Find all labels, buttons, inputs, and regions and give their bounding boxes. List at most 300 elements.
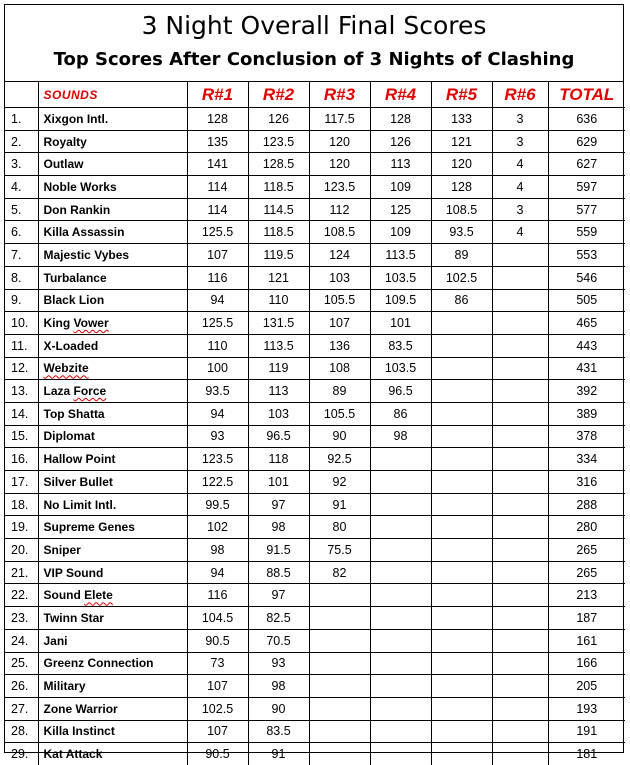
sound-name-cell: Greenz Connection xyxy=(38,652,187,675)
r2-cell: 88.5 xyxy=(248,561,309,584)
sound-name-cell: Laza Force xyxy=(38,380,187,403)
r3-cell: 92.5 xyxy=(309,448,370,471)
r1-cell: 93.5 xyxy=(187,380,248,403)
table-row xyxy=(5,221,625,244)
table-row xyxy=(5,607,625,630)
sound-name-cell: Killa Assassin xyxy=(38,221,187,244)
r3-cell: 120 xyxy=(309,153,370,176)
r1-cell: 94 xyxy=(187,561,248,584)
r3-cell: 108.5 xyxy=(309,221,370,244)
page-title: 3 Night Overall Final Scores xyxy=(141,11,487,40)
r5-cell xyxy=(431,380,492,403)
r5-cell xyxy=(431,425,492,448)
column-header: R#3 xyxy=(309,82,370,108)
r6-cell xyxy=(492,425,548,448)
r5-cell: 108.5 xyxy=(431,198,492,221)
r4-cell: 128 xyxy=(370,108,431,131)
r2-cell: 82.5 xyxy=(248,607,309,630)
r5-cell: 120 xyxy=(431,153,492,176)
r4-cell: 101 xyxy=(370,312,431,335)
r3-cell: 103 xyxy=(309,266,370,289)
r6-cell xyxy=(492,471,548,494)
rank-cell: 26. xyxy=(5,675,38,698)
r1-cell: 102 xyxy=(187,516,248,539)
r4-cell: 103.5 xyxy=(370,266,431,289)
table-row xyxy=(5,448,625,471)
r6-cell xyxy=(492,720,548,743)
r6-cell xyxy=(492,402,548,425)
r5-cell: 102.5 xyxy=(431,266,492,289)
total-cell: 559 xyxy=(548,221,625,244)
r4-cell xyxy=(370,652,431,675)
table-row xyxy=(5,516,625,539)
total-cell: 636 xyxy=(548,108,625,131)
r6-cell xyxy=(492,312,548,335)
table-row xyxy=(5,561,625,584)
r6-cell xyxy=(492,675,548,698)
r3-cell xyxy=(309,629,370,652)
r6-cell xyxy=(492,289,548,312)
r2-cell: 91.5 xyxy=(248,539,309,562)
r1-cell: 98 xyxy=(187,539,248,562)
r3-cell: 105.5 xyxy=(309,289,370,312)
sound-name-cell: Sound Elete xyxy=(38,584,187,607)
r5-cell xyxy=(431,402,492,425)
r3-cell xyxy=(309,584,370,607)
r2-cell: 113.5 xyxy=(248,334,309,357)
rank-cell: 12. xyxy=(5,357,38,380)
table-row xyxy=(5,108,625,131)
total-cell: 191 xyxy=(548,720,625,743)
rank-cell: 5. xyxy=(5,198,38,221)
r3-cell: 108 xyxy=(309,357,370,380)
r5-cell: 133 xyxy=(431,108,492,131)
r1-cell: 102.5 xyxy=(187,697,248,720)
sound-name-cell: Sniper xyxy=(38,539,187,562)
r3-cell: 120 xyxy=(309,130,370,153)
total-cell: 166 xyxy=(548,652,625,675)
r5-cell xyxy=(431,697,492,720)
r3-cell xyxy=(309,720,370,743)
r3-cell xyxy=(309,607,370,630)
r1-cell: 104.5 xyxy=(187,607,248,630)
r1-cell: 73 xyxy=(187,652,248,675)
r1-cell: 114 xyxy=(187,176,248,199)
r4-cell xyxy=(370,493,431,516)
score-sheet xyxy=(4,4,624,762)
rank-cell: 6. xyxy=(5,221,38,244)
column-header: R#5 xyxy=(431,82,492,108)
sound-name-cell: Webzite xyxy=(38,357,187,380)
sound-name-cell: Outlaw xyxy=(38,153,187,176)
r1-cell: 116 xyxy=(187,584,248,607)
r2-cell: 98 xyxy=(248,516,309,539)
r4-cell xyxy=(370,516,431,539)
r2-cell: 119.5 xyxy=(248,244,309,267)
r2-cell: 121 xyxy=(248,266,309,289)
r5-cell xyxy=(431,607,492,630)
total-cell: 389 xyxy=(548,402,625,425)
sound-name-cell: VIP Sound xyxy=(38,561,187,584)
r4-cell: 113 xyxy=(370,153,431,176)
rank-cell: 22. xyxy=(5,584,38,607)
r5-cell xyxy=(431,493,492,516)
rank-cell: 25. xyxy=(5,652,38,675)
r4-cell: 109 xyxy=(370,221,431,244)
r4-cell xyxy=(370,607,431,630)
r5-cell xyxy=(431,629,492,652)
r5-cell xyxy=(431,584,492,607)
r2-cell: 113 xyxy=(248,380,309,403)
r1-cell: 116 xyxy=(187,266,248,289)
r1-cell: 99.5 xyxy=(187,493,248,516)
scores-table xyxy=(5,82,625,765)
rank-cell: 29. xyxy=(5,743,38,765)
table-header-row xyxy=(5,82,625,108)
sound-name-cell: King Vower xyxy=(38,312,187,335)
r6-cell xyxy=(492,697,548,720)
r1-cell: 107 xyxy=(187,675,248,698)
r5-cell xyxy=(431,516,492,539)
r6-cell xyxy=(492,743,548,765)
r3-cell: 82 xyxy=(309,561,370,584)
rank-cell: 23. xyxy=(5,607,38,630)
table-row xyxy=(5,539,625,562)
r1-cell: 123.5 xyxy=(187,448,248,471)
table-row xyxy=(5,697,625,720)
column-header: R#6 xyxy=(492,82,548,108)
r2-cell: 118.5 xyxy=(248,176,309,199)
total-cell: 334 xyxy=(548,448,625,471)
rank-cell: 4. xyxy=(5,176,38,199)
table-row xyxy=(5,402,625,425)
r4-cell: 103.5 xyxy=(370,357,431,380)
r1-cell: 135 xyxy=(187,130,248,153)
r5-cell xyxy=(431,652,492,675)
r5-cell xyxy=(431,743,492,765)
r5-cell xyxy=(431,357,492,380)
total-cell: 193 xyxy=(548,697,625,720)
total-cell: 505 xyxy=(548,289,625,312)
r1-cell: 125.5 xyxy=(187,221,248,244)
r2-cell: 119 xyxy=(248,357,309,380)
table-row xyxy=(5,425,625,448)
r6-cell xyxy=(492,607,548,630)
rank-cell: 17. xyxy=(5,471,38,494)
r5-cell xyxy=(431,561,492,584)
table-row xyxy=(5,471,625,494)
column-header: R#2 xyxy=(248,82,309,108)
r1-cell: 128 xyxy=(187,108,248,131)
r2-cell: 93 xyxy=(248,652,309,675)
r6-cell xyxy=(492,244,548,267)
r3-cell: 90 xyxy=(309,425,370,448)
table-row xyxy=(5,244,625,267)
table-row xyxy=(5,334,625,357)
rank-cell: 28. xyxy=(5,720,38,743)
r5-cell xyxy=(431,539,492,562)
r2-cell: 70.5 xyxy=(248,629,309,652)
total-cell: 161 xyxy=(548,629,625,652)
sound-name-cell: Diplomat xyxy=(38,425,187,448)
table-row xyxy=(5,493,625,516)
table-row xyxy=(5,720,625,743)
r5-cell: 128 xyxy=(431,176,492,199)
sound-name-cell: Military xyxy=(38,675,187,698)
r4-cell xyxy=(370,561,431,584)
r5-cell: 86 xyxy=(431,289,492,312)
total-cell: 187 xyxy=(548,607,625,630)
sound-name-cell: X-Loaded xyxy=(38,334,187,357)
r6-cell xyxy=(492,561,548,584)
table-row xyxy=(5,312,625,335)
total-cell: 443 xyxy=(548,334,625,357)
r1-cell: 107 xyxy=(187,244,248,267)
sound-name-cell: Twinn Star xyxy=(38,607,187,630)
r6-cell xyxy=(492,448,548,471)
r1-cell: 125.5 xyxy=(187,312,248,335)
title-block xyxy=(5,5,623,82)
r3-cell xyxy=(309,652,370,675)
total-cell: 465 xyxy=(548,312,625,335)
rank-cell: 3. xyxy=(5,153,38,176)
r2-cell: 98 xyxy=(248,675,309,698)
r2-cell: 126 xyxy=(248,108,309,131)
table-row xyxy=(5,675,625,698)
r1-cell: 90.5 xyxy=(187,743,248,765)
total-cell: 597 xyxy=(548,176,625,199)
r5-cell xyxy=(431,448,492,471)
total-cell: 288 xyxy=(548,493,625,516)
rank-cell: 24. xyxy=(5,629,38,652)
sound-name-cell: Silver Bullet xyxy=(38,471,187,494)
sound-name-cell: Kat Attack xyxy=(38,743,187,765)
rank-cell: 1. xyxy=(5,108,38,131)
r4-cell xyxy=(370,539,431,562)
r2-cell: 96.5 xyxy=(248,425,309,448)
rank-cell: 7. xyxy=(5,244,38,267)
total-cell: 316 xyxy=(548,471,625,494)
total-cell: 378 xyxy=(548,425,625,448)
rank-cell: 19. xyxy=(5,516,38,539)
r6-cell xyxy=(492,357,548,380)
r3-cell xyxy=(309,743,370,765)
r3-cell: 91 xyxy=(309,493,370,516)
r6-cell: 3 xyxy=(492,130,548,153)
r6-cell xyxy=(492,629,548,652)
r4-cell: 96.5 xyxy=(370,380,431,403)
total-cell: 265 xyxy=(548,539,625,562)
r6-cell: 3 xyxy=(492,108,548,131)
r2-cell: 118.5 xyxy=(248,221,309,244)
r1-cell: 94 xyxy=(187,289,248,312)
r2-cell: 97 xyxy=(248,493,309,516)
r4-cell: 113.5 xyxy=(370,244,431,267)
r4-cell: 125 xyxy=(370,198,431,221)
r2-cell: 103 xyxy=(248,402,309,425)
sound-name-cell: Black Lion xyxy=(38,289,187,312)
rank-cell: 21. xyxy=(5,561,38,584)
r6-cell xyxy=(492,584,548,607)
rank-cell: 18. xyxy=(5,493,38,516)
r4-cell: 98 xyxy=(370,425,431,448)
r2-cell: 101 xyxy=(248,471,309,494)
r3-cell: 112 xyxy=(309,198,370,221)
r3-cell: 75.5 xyxy=(309,539,370,562)
r6-cell xyxy=(492,334,548,357)
r6-cell xyxy=(492,516,548,539)
rank-cell: 9. xyxy=(5,289,38,312)
sound-name-cell: Hallow Point xyxy=(38,448,187,471)
r2-cell: 123.5 xyxy=(248,130,309,153)
rank-cell: 16. xyxy=(5,448,38,471)
r1-cell: 122.5 xyxy=(187,471,248,494)
r2-cell: 128.5 xyxy=(248,153,309,176)
total-cell: 627 xyxy=(548,153,625,176)
r6-cell: 4 xyxy=(492,153,548,176)
rank-cell: 11. xyxy=(5,334,38,357)
r3-cell: 107 xyxy=(309,312,370,335)
total-cell: 213 xyxy=(548,584,625,607)
r2-cell: 90 xyxy=(248,697,309,720)
total-cell: 546 xyxy=(548,266,625,289)
r4-cell: 109 xyxy=(370,176,431,199)
sound-name-cell: No Limit Intl. xyxy=(38,493,187,516)
column-header: R#4 xyxy=(370,82,431,108)
r2-cell: 83.5 xyxy=(248,720,309,743)
rank-cell: 13. xyxy=(5,380,38,403)
sound-name-cell: Don Rankin xyxy=(38,198,187,221)
r2-cell: 131.5 xyxy=(248,312,309,335)
r5-cell xyxy=(431,675,492,698)
table-row xyxy=(5,289,625,312)
r5-cell: 89 xyxy=(431,244,492,267)
table-row xyxy=(5,652,625,675)
r1-cell: 141 xyxy=(187,153,248,176)
rank-cell: 14. xyxy=(5,402,38,425)
r3-cell xyxy=(309,675,370,698)
r5-cell xyxy=(431,720,492,743)
r4-cell: 86 xyxy=(370,402,431,425)
rank-cell: 10. xyxy=(5,312,38,335)
r5-cell: 121 xyxy=(431,130,492,153)
r4-cell xyxy=(370,471,431,494)
r3-cell: 117.5 xyxy=(309,108,370,131)
r6-cell: 4 xyxy=(492,221,548,244)
r4-cell xyxy=(370,584,431,607)
r2-cell: 110 xyxy=(248,289,309,312)
r4-cell: 109.5 xyxy=(370,289,431,312)
r3-cell: 105.5 xyxy=(309,402,370,425)
r2-cell: 97 xyxy=(248,584,309,607)
sound-name-cell: Turbalance xyxy=(38,266,187,289)
sound-name-cell: Jani xyxy=(38,629,187,652)
rank-cell: 20. xyxy=(5,539,38,562)
rank-cell: 27. xyxy=(5,697,38,720)
r4-cell: 83.5 xyxy=(370,334,431,357)
table-row xyxy=(5,743,625,765)
r1-cell: 110 xyxy=(187,334,248,357)
r4-cell xyxy=(370,629,431,652)
r5-cell xyxy=(431,471,492,494)
table-row xyxy=(5,357,625,380)
table-row xyxy=(5,130,625,153)
r4-cell xyxy=(370,448,431,471)
total-cell: 577 xyxy=(548,198,625,221)
total-cell: 205 xyxy=(548,675,625,698)
sound-name-cell: Top Shatta xyxy=(38,402,187,425)
r5-cell: 93.5 xyxy=(431,221,492,244)
sound-name-cell: Supreme Genes xyxy=(38,516,187,539)
sound-name-cell: Xixgon Intl. xyxy=(38,108,187,131)
column-header: SOUNDS xyxy=(38,82,187,108)
r4-cell: 126 xyxy=(370,130,431,153)
column-header: TOTAL xyxy=(548,82,625,108)
sound-name-cell: Killa Instinct xyxy=(38,720,187,743)
column-header xyxy=(5,82,38,108)
r1-cell: 100 xyxy=(187,357,248,380)
r3-cell: 89 xyxy=(309,380,370,403)
rank-cell: 15. xyxy=(5,425,38,448)
sound-name-cell: Majestic Vybes xyxy=(38,244,187,267)
r2-cell: 114.5 xyxy=(248,198,309,221)
r6-cell xyxy=(492,493,548,516)
sound-name-cell: Zone Warrior xyxy=(38,697,187,720)
r1-cell: 90.5 xyxy=(187,629,248,652)
total-cell: 629 xyxy=(548,130,625,153)
table-row xyxy=(5,629,625,652)
r1-cell: 107 xyxy=(187,720,248,743)
r3-cell: 124 xyxy=(309,244,370,267)
table-row xyxy=(5,153,625,176)
total-cell: 265 xyxy=(548,561,625,584)
total-cell: 431 xyxy=(548,357,625,380)
sound-name-cell: Royalty xyxy=(38,130,187,153)
r4-cell xyxy=(370,697,431,720)
table-row xyxy=(5,584,625,607)
scores-table-body xyxy=(5,82,625,765)
r1-cell: 94 xyxy=(187,402,248,425)
column-header: R#1 xyxy=(187,82,248,108)
rank-cell: 8. xyxy=(5,266,38,289)
r3-cell: 92 xyxy=(309,471,370,494)
total-cell: 280 xyxy=(548,516,625,539)
r3-cell: 80 xyxy=(309,516,370,539)
r6-cell: 4 xyxy=(492,176,548,199)
r2-cell: 118 xyxy=(248,448,309,471)
r6-cell xyxy=(492,539,548,562)
r4-cell xyxy=(370,743,431,765)
r6-cell xyxy=(492,652,548,675)
r3-cell: 123.5 xyxy=(309,176,370,199)
r4-cell xyxy=(370,720,431,743)
r2-cell: 91 xyxy=(248,743,309,765)
total-cell: 181 xyxy=(548,743,625,765)
page-subtitle: Top Scores After Conclusion of 3 Nights of Clashing xyxy=(53,49,575,70)
r1-cell: 93 xyxy=(187,425,248,448)
r3-cell xyxy=(309,697,370,720)
r5-cell xyxy=(431,312,492,335)
total-cell: 392 xyxy=(548,380,625,403)
table-row xyxy=(5,266,625,289)
r3-cell: 136 xyxy=(309,334,370,357)
table-row xyxy=(5,198,625,221)
table-row xyxy=(5,176,625,199)
r6-cell xyxy=(492,380,548,403)
r5-cell xyxy=(431,334,492,357)
r6-cell xyxy=(492,266,548,289)
r6-cell: 3 xyxy=(492,198,548,221)
